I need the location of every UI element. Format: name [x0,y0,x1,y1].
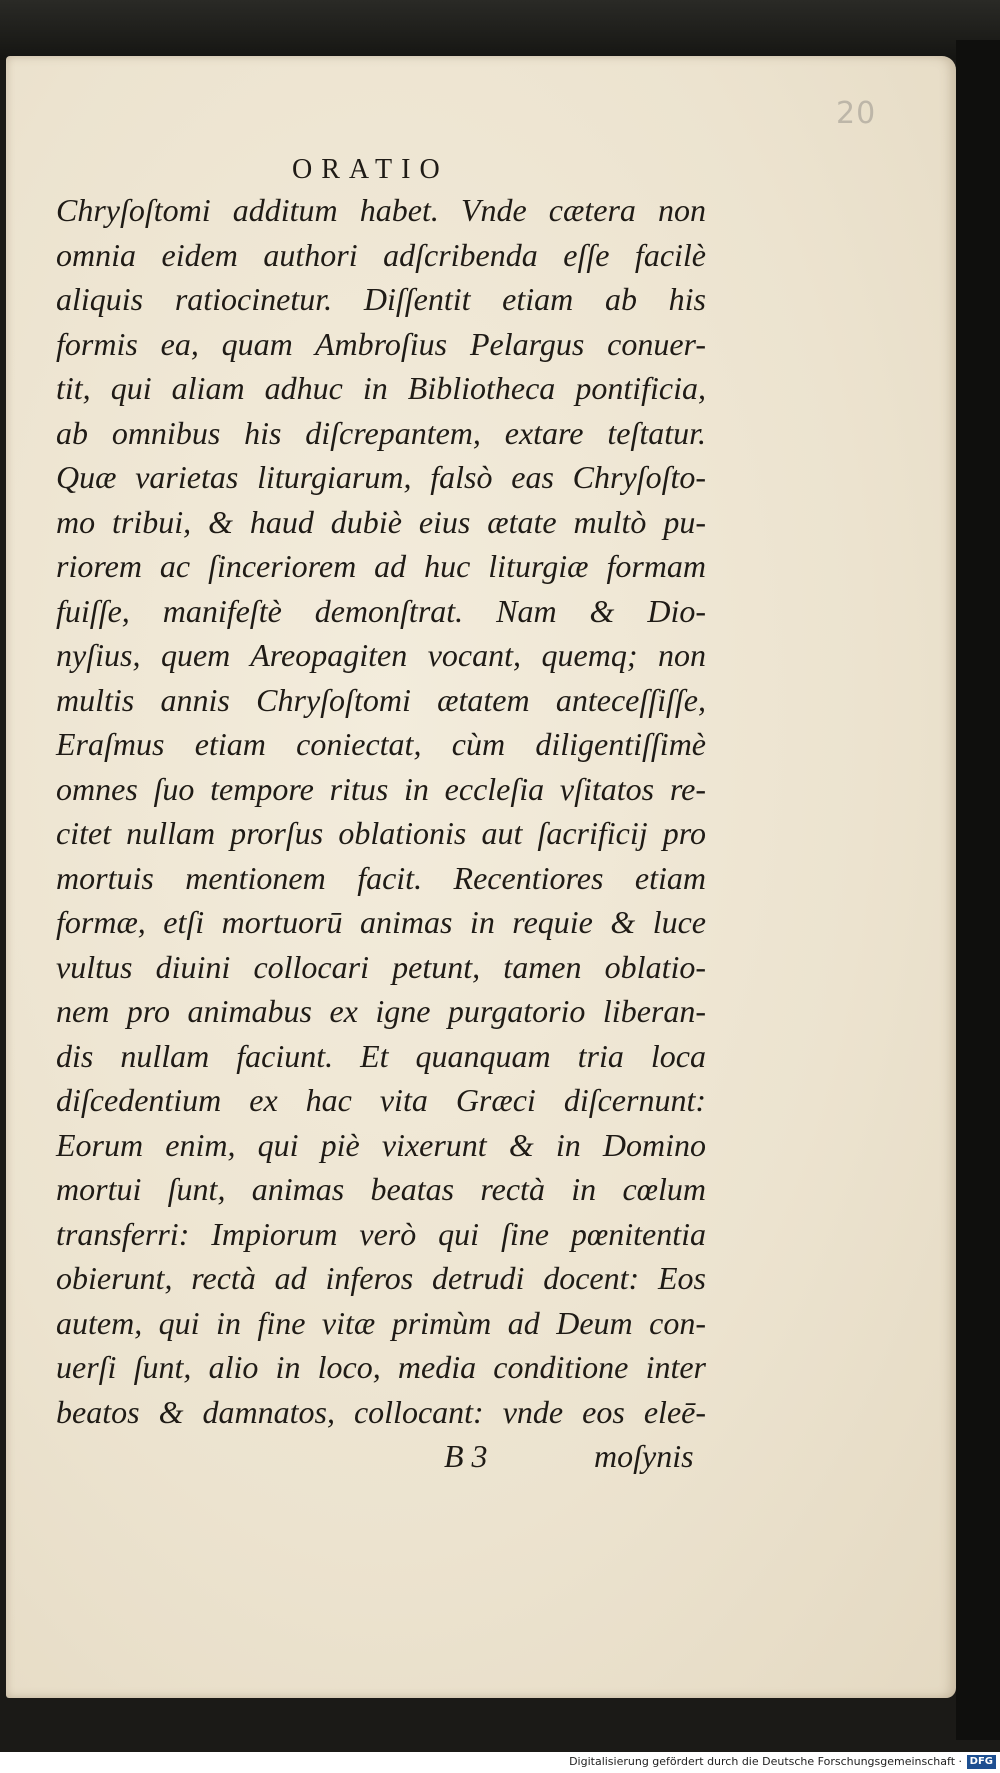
text-line: tit, qui aliam adhuc in Bibliotheca pontificia, [56,370,706,406]
text-line: multis annis Chryſoſtomi ætatem anteceſſiſſe, [56,681,706,718]
signature-mark: B 3 [444,1438,488,1474]
text-line: nyſius, quem Areopagiten vocant, quemq; non [56,637,706,673]
scan-top-shadow [0,0,1000,60]
text-line: fuiſſe, manifeſtè demonſtrat. Nam & Dio- [56,592,706,629]
body-text [56,188,706,1434]
text-line: mortuis mentionem facit. Recentiores etiam [56,859,706,896]
dfg-logo-icon: DFG [967,1755,996,1769]
text-line: omnia eidem authori adſcribenda eſſe facilè [56,236,706,273]
running-head: ORATIO [292,154,449,185]
text-line: vultus diuini collocari petunt, tamen oblatio- [56,948,706,985]
text-line: mo tribui, & haud dubiè eius ætate multò pu- [56,503,706,540]
text-line: ab omnibus his diſcrepantem, extare teſtatur. [56,414,706,451]
text-line: formis ea, quam Ambroſius Pelargus conuer- [56,325,706,362]
handwritten-folio-number: 20 [836,96,877,131]
text-line: beatos & damnatos, collocant: vnde eos eleē- [56,1393,706,1430]
text-line: Eorum enim, qui piè vixerunt & in Domino [56,1126,706,1163]
text-line: mortui ſunt, animas beatas rectà in cœlum [56,1171,706,1207]
text-line: riorem ac ſinceriorem ad huc liturgiæ formam [56,548,706,584]
catchword: moſynis [594,1438,694,1474]
footer-credit: Digitalisierung gefördert durch die Deutsche Forschungsgemeinschaft · [569,1755,962,1768]
text-line: Quæ varietas liturgiarum, falsò eas Chryſoſto- [56,459,706,495]
text-line: autem, qui in fine vitæ primùm ad Deum con- [56,1304,706,1341]
text-line: nem pro animabus ex igne purgatorio liberan- [56,993,706,1029]
text-line: obierunt, rectà ad inferos detrudi docent: Eos [56,1260,706,1296]
text-line: uerſi ſunt, alio in loco, media conditione inter [56,1349,706,1385]
text-line: omnes ſuo tempore ritus in eccleſia vſitatos re- [56,770,706,807]
text-line: formæ, etſi mortuorū animas in requie & luce [56,904,706,940]
text-line: aliquis ratiocinetur. Diſſentit etiam ab his [56,281,706,317]
text-line: Chryſoſtomi additum habet. Vnde cætera non [56,192,706,228]
text-line: diſcedentium ex hac vita Græci diſcernunt: [56,1082,706,1118]
digitization-footer [0,1752,1000,1773]
text-line: dis nullam faciunt. Et quanquam tria loca [56,1037,706,1074]
scan-right-edge [956,40,1000,1740]
text-line: transferri: Impiorum verò qui ſine pœnitentia [56,1215,706,1252]
text-line: citet nullam prorſus oblationis aut ſacrificij pro [56,815,706,851]
text-line: Eraſmus etiam coniectat, cùm diligentiſſimè [56,726,706,762]
